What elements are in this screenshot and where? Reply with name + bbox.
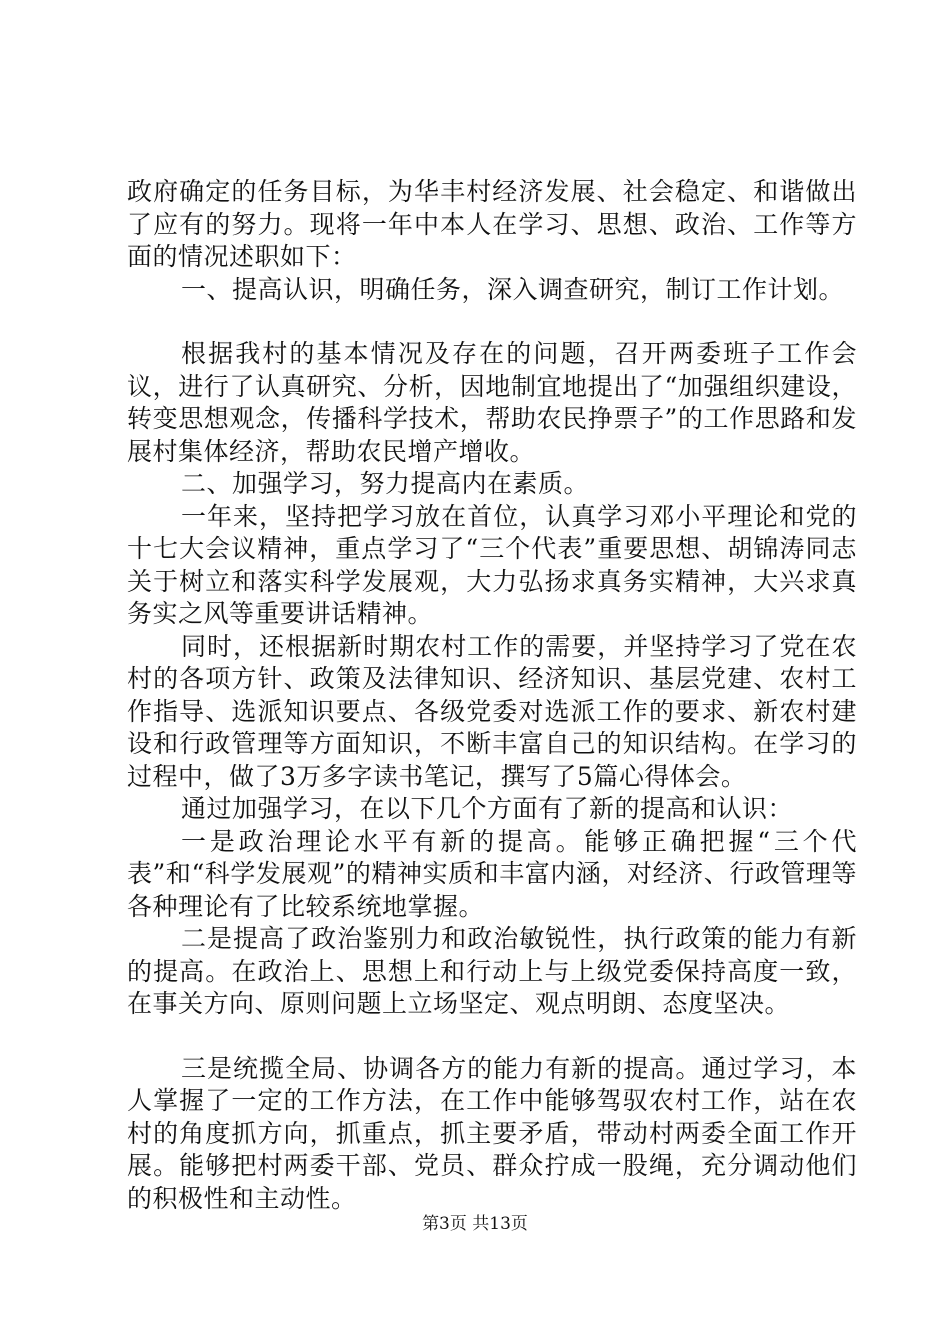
section-heading-1: 一、提高认识，明确任务，深入调查研究，制订工作计划。 <box>181 274 845 304</box>
paragraph-work-plan: 根据我村的基本情况及存在的问题，召开两委班子工作会议，进行了认真研究、分析，因地制宜地提出了“加强组织建设，转变思想观念，传播科学技术，帮助农民挣票子”的工作思路和发展村集体经济，帮助农民增产增收。 <box>127 339 857 466</box>
paragraph-improvements-intro: 通过加强学习，在以下几个方面有了新的提高和认识： <box>181 794 794 823</box>
paragraph-improvement-1: 一是政治理论水平有新的提高。能够正确把握“三个代表”和“科学发展观”的精神实质和丰富内涵，对经济、行政管理等各种理论有了比较系统地掌握。 <box>127 826 857 921</box>
section-heading-2: 二、加强学习，努力提高内在素质。 <box>181 469 590 498</box>
page-footer <box>0 1213 950 1235</box>
page-number-label: 第3页 共13页 <box>422 1214 528 1234</box>
paragraph-improvement-2: 二是提高了政治鉴别力和政治敏锐性，执行政策的能力有新的提高。在政治上、思想上和行动上与上级党委保持高度一致，在事关方向、原则问题上立场坚定、观点明朗、态度坚决。 <box>127 924 857 1018</box>
paragraph-study-theory: 一年来，坚持把学习放在首位，认真学习邓小平理论和党的十七大会议精神，重点学习了“三个代表”重要思想、胡锦涛同志关于树立和落实科学发展观，大力弘扬求真务实精神，大兴求真务实之风等重要讲话精神。 <box>127 501 857 628</box>
paragraph-improvement-3: 三是统揽全局、协调各方的能力有新的提高。通过学习，本人掌握了一定的工作方法，在工作中能够驾驭农村工作，站在农村的角度抓方向，抓重点，抓主要矛盾，带动村两委全面工作开展。能够把村两委干部、党员、群众拧成一股绳，充分调动他们的积极性和主动性。 <box>127 1053 857 1213</box>
paragraph-study-policy: 同时，还根据新时期农村工作的需要，并坚持学习了党在农村的各项方针、政策及法律知识、经济知识、基层党建、农村工作指导、选派知识要点、各级党委对选派工作的要求、新农村建设和行政管理等方面知识，不断丰富自己的知识结构。在学习的过程中，做了3万多字读书笔记，撰写了5篇心得体会。 <box>127 631 857 791</box>
document-body <box>127 176 857 1215</box>
paragraph-intro-continuation: 政府确定的任务目标，为华丰村经济发展、社会稳定、和谐做出了应有的努力。现将一年中本人在学习、思想、政治、工作等方面的情况述职如下： <box>127 177 857 271</box>
